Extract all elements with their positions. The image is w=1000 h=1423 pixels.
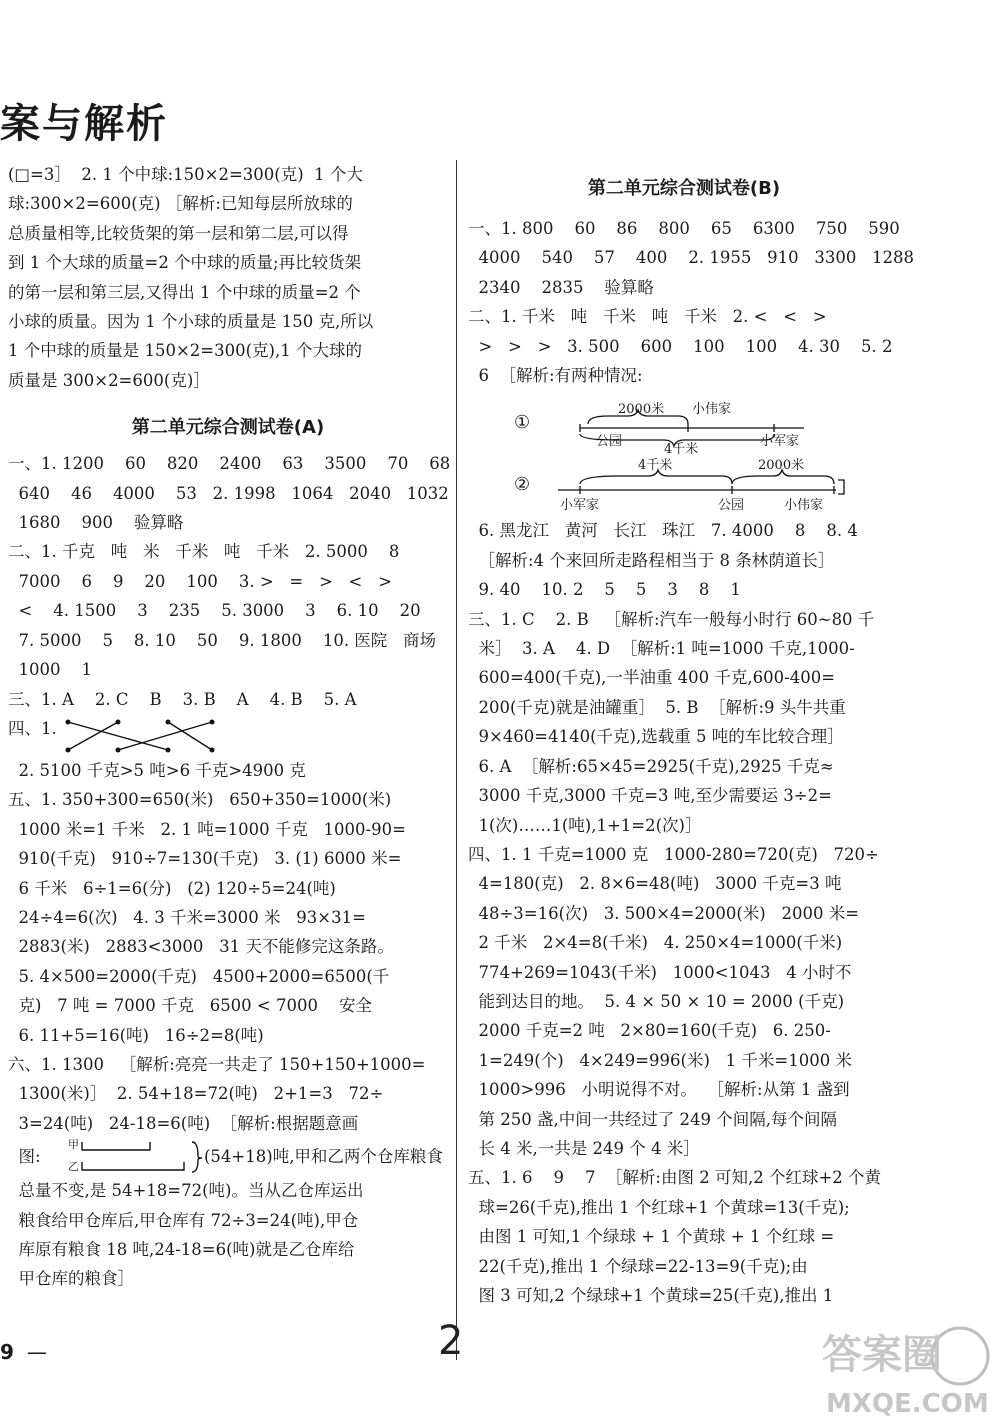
text-line: 1000>996 小明说得不对。 ［解析:从第 1 盏到 <box>468 1080 850 1100</box>
left-intro <box>8 160 448 395</box>
text-line: 5. 4×500=2000(千克) 4500+2000=6500(千 <box>8 966 390 986</box>
text-line: > > > 3. 500 600 100 100 4. 30 5. 2 <box>468 336 893 356</box>
matching-lines-diagram <box>60 716 220 758</box>
label-xiaowei-case1: 小伟家 <box>692 402 732 418</box>
matching-lines-row <box>8 714 448 756</box>
text-line: 3=24(吨) 24-18=6(吨) ［解析:根据题意画 <box>8 1113 359 1133</box>
text-line: 质量是 300×2=600(克)］ <box>8 370 210 390</box>
text-line: 6. 黑龙江 黄河 长江 珠江 7. 4000 8 8. 4 <box>468 521 858 541</box>
bar-jia <box>82 1142 150 1150</box>
text-line: 球:300×2=600(克) ［解析:已知每层所放球的 <box>8 194 353 214</box>
label-gongyuan-case2: 公园 <box>718 498 745 514</box>
page-number-value: 9 <box>0 1340 14 1364</box>
text-line: 一、1. 1200 60 820 2400 63 3500 70 68 <box>8 454 451 474</box>
text-line: 粮食给甲仓库后,甲仓库有 72÷3=24(吨),甲仓 <box>8 1210 359 1230</box>
bracket <box>192 1142 202 1172</box>
text-line: 六、1. 1300 ［解析:亮亮一共走了 150+150+1000= <box>8 1054 426 1074</box>
text-line: 由图 1 可知,1 个绿球 + 1 个黄球 + 1 个红球 = <box>468 1227 835 1247</box>
label-yi: 乙 <box>68 1160 79 1174</box>
text-line: 总量不变,是 54+18=72(吨)。当从乙仓库运出 <box>8 1181 364 1201</box>
section-title-a: 第二单元综合测试卷(A) <box>131 417 325 439</box>
text-line: 200(千克)就是油罐重］ 5. B ［解析:9 头牛共重 <box>468 697 846 717</box>
label-gongyuan-case1: 公园 <box>596 434 623 450</box>
text-line: 克) 7 吨 = 7000 千克 6500 < 7000 安全 <box>8 996 372 1016</box>
text-line: 一、1. 800 60 86 800 65 6300 750 590 <box>468 219 900 238</box>
text-line: 米］ 3. A 4. D ［解析:1 吨=1000 千克,1000- <box>468 639 855 659</box>
text-line: 1000 米=1 千米 2. 1 吨=1000 千克 1000-90= <box>8 819 406 839</box>
handwritten-mark: 2 <box>438 1318 464 1364</box>
text-line: 1300(米)］ 2. 54+18=72(吨) 2+1=3 72÷ <box>8 1084 384 1104</box>
text-line: 7000 6 9 20 100 3. > = > < > <box>8 571 392 591</box>
warehouse-bar-diagram <box>80 1138 210 1176</box>
left-body <box>8 449 451 1294</box>
text-line: 2 千米 2×4=8(千米) 4. 250×4=1000(千米) <box>468 933 843 953</box>
text-line: 48÷3=16(次) 3. 500×4=2000(米) 2000 米= <box>468 903 860 923</box>
text-line: 4000 540 57 400 2. 1955 910 3300 1288 <box>468 248 915 268</box>
text-line: 9×460=4140(千克),选载重 5 吨的车比较合理］ <box>468 727 844 747</box>
distance-diagram <box>468 394 900 514</box>
text-line: 6. A ［解析:65×45=2925(千克),2925 千克≈ <box>468 756 834 776</box>
text-line: 4=180(克) 2. 8×6=48(吨) 3000 千克=3 吨 <box>468 874 842 894</box>
label-xiaojun-case2: 小军家 <box>560 498 600 514</box>
text-line: 3000 千克,3000 千克=3 吨,至少需要运 3÷2= <box>468 786 832 806</box>
end-bracket <box>838 480 844 494</box>
text-line: 的第一层和第三层,又得出 1 个中球的质量=2 个 <box>8 282 361 302</box>
text-line: 24÷4=6(次) 4. 3 千米=3000 米 93×31= <box>8 907 366 927</box>
text-line: 9. 40 10. 2 5 5 3 8 1 <box>468 580 741 600</box>
text-line: 总质量相等,比较货架的第一层和第二层,可以得 <box>8 223 349 243</box>
text-line: 6 ［解析:有两种情况: <box>468 366 643 386</box>
page-number <box>0 1340 47 1364</box>
watermark-bottom-text: MXQE.COM <box>826 1389 989 1418</box>
label-xiaowei-case2: 小伟家 <box>784 498 824 514</box>
case-2-mark: ② <box>514 474 531 496</box>
text-line: 三、1. A 2. C B 3. B A 4. B 5. A <box>8 689 357 709</box>
text-line: 图 3 可知,2 个绿球+1 个黄球=25(千克),推出 1 <box>468 1286 834 1305</box>
text-line: 二、1. 千克 吨 米 千米 吨 千米 2. 5000 8 <box>8 542 400 562</box>
label-2000m-case2: 2000米 <box>758 458 805 474</box>
text-line: 库原有粮食 18 吨,24-18=6(吨)就是乙仓库给 <box>8 1240 355 1259</box>
text-line: 2340 2835 验算略 <box>468 277 654 297</box>
text-line: 二、1. 千米 吨 千米 吨 千米 2. < < > <box>468 307 827 327</box>
label-jia: 甲 <box>68 1138 79 1152</box>
text-line: 五、1. 350+300=650(米) 650+350=1000(米) <box>8 790 392 810</box>
text-line: 图: <box>8 1147 41 1167</box>
text-line: 能到达目的地。 5. 4 × 50 × 10 = 2000 (千克) <box>468 991 845 1011</box>
text-line: 2000 千克=2 吨 2×80=160(千克) 6. 250- <box>468 1021 831 1041</box>
page-header-title: 案与解析 <box>0 101 168 147</box>
text-line: 600=400(千克),一半油重 400 千克,600-400= <box>468 668 836 688</box>
match-line <box>68 722 168 750</box>
match-line <box>168 722 212 750</box>
text-line: 到 1 个大球的质量=2 个中球的质量;再比较货架 <box>8 253 362 273</box>
label-4km-case2: 4千米 <box>638 458 673 474</box>
text-line: 1680 900 验算略 <box>8 513 184 533</box>
match-line <box>68 722 118 750</box>
text-line: 22(千克),推出 1 个绿球=22-13=9(千克);由 <box>468 1256 808 1276</box>
text-line: ［解析:4 个来回所走路程相当于 8 条林荫道长］ <box>468 550 835 570</box>
watermark-top-text: 答案圈 <box>822 1332 942 1378</box>
text-line: 7. 5000 5 8. 10 50 9. 1800 10. 医院 商场 <box>8 630 437 650</box>
page-number-dash: — <box>26 1340 47 1364</box>
case-1-mark: ① <box>514 412 531 434</box>
text-line: 640 46 4000 53 2. 1998 1064 2040 1032 <box>8 483 449 503</box>
right-column <box>468 160 915 1310</box>
text-line: 1 个中球的质量是 150×2=300(克),1 个大球的 <box>8 341 362 361</box>
column-divider <box>456 160 457 1360</box>
label-4km-case1: 4千米 <box>664 442 699 458</box>
text-line: 6 千米 6÷1=6(分) (2) 120÷5=24(吨) <box>8 878 336 898</box>
text-line: 五、1. 6 9 7 ［解析:由图 2 可知,2 个红球+2 个黄 <box>468 1168 882 1188</box>
text-line: (54+18)吨,甲和乙两个仓库粮食 <box>204 1147 443 1167</box>
text-line: 2. 5100 千克>5 吨>6 千克>4900 克 <box>8 760 306 780</box>
text-line: 774+269=1043(千米) 1000<1043 4 小时不 <box>468 962 852 982</box>
match-line <box>118 722 212 750</box>
warehouse-diagram-row <box>8 1138 448 1176</box>
watermark-logo <box>818 1322 996 1418</box>
section-title-b: 第二单元综合测试卷(B) <box>587 178 781 199</box>
text-line: 第 250 盏,中间一共经过了 249 个间隔,每个间隔 <box>468 1109 837 1129</box>
text-line: 甲仓库的粮食］ <box>8 1269 134 1289</box>
text-line: 1000 1 <box>8 660 92 680</box>
label-2000m-case1: 2000米 <box>618 402 665 418</box>
text-line: 长 4 米,一共是 249 个 4 米］ <box>468 1138 700 1158</box>
text-line: 1(次)……1(吨),1+1=2(次)］ <box>468 815 702 835</box>
label-xiaojun-case1: 小军家 <box>760 434 800 450</box>
text-line: (□=3］ 2. 1 个中球:150×2=300(克) 1 个大 <box>8 165 363 184</box>
text-line: 球=26(千克),推出 1 个红球+1 个黄球=13(千克); <box>468 1197 850 1217</box>
text-line: 2883(米) 2883<3000 31 天不能修完这条路。 <box>8 937 394 957</box>
text-line: < 4. 1500 3 235 5. 3000 3 6. 10 20 <box>8 601 421 621</box>
text-line: 6. 11+5=16(吨) 16÷2=8(吨) <box>8 1025 264 1045</box>
text-line: 四、1. <box>8 718 57 738</box>
bar-yi <box>82 1162 184 1170</box>
left-column <box>8 160 451 1294</box>
text-line: 小球的质量。因为 1 个小球的质量是 150 克,所以 <box>8 312 374 332</box>
text-line: 1=249(个) 4×249=996(米) 1 千米=1000 米 <box>468 1050 852 1070</box>
text-line: 910(千克) 910÷7=130(千克) 3. (1) 6000 米= <box>8 849 402 869</box>
text-line: 四、1. 1 千克=1000 克 1000-280=720(克) 720÷ <box>468 844 879 864</box>
text-line: 三、1. C 2. B ［解析:汽车一般每小时行 60~80 千 <box>468 609 875 629</box>
